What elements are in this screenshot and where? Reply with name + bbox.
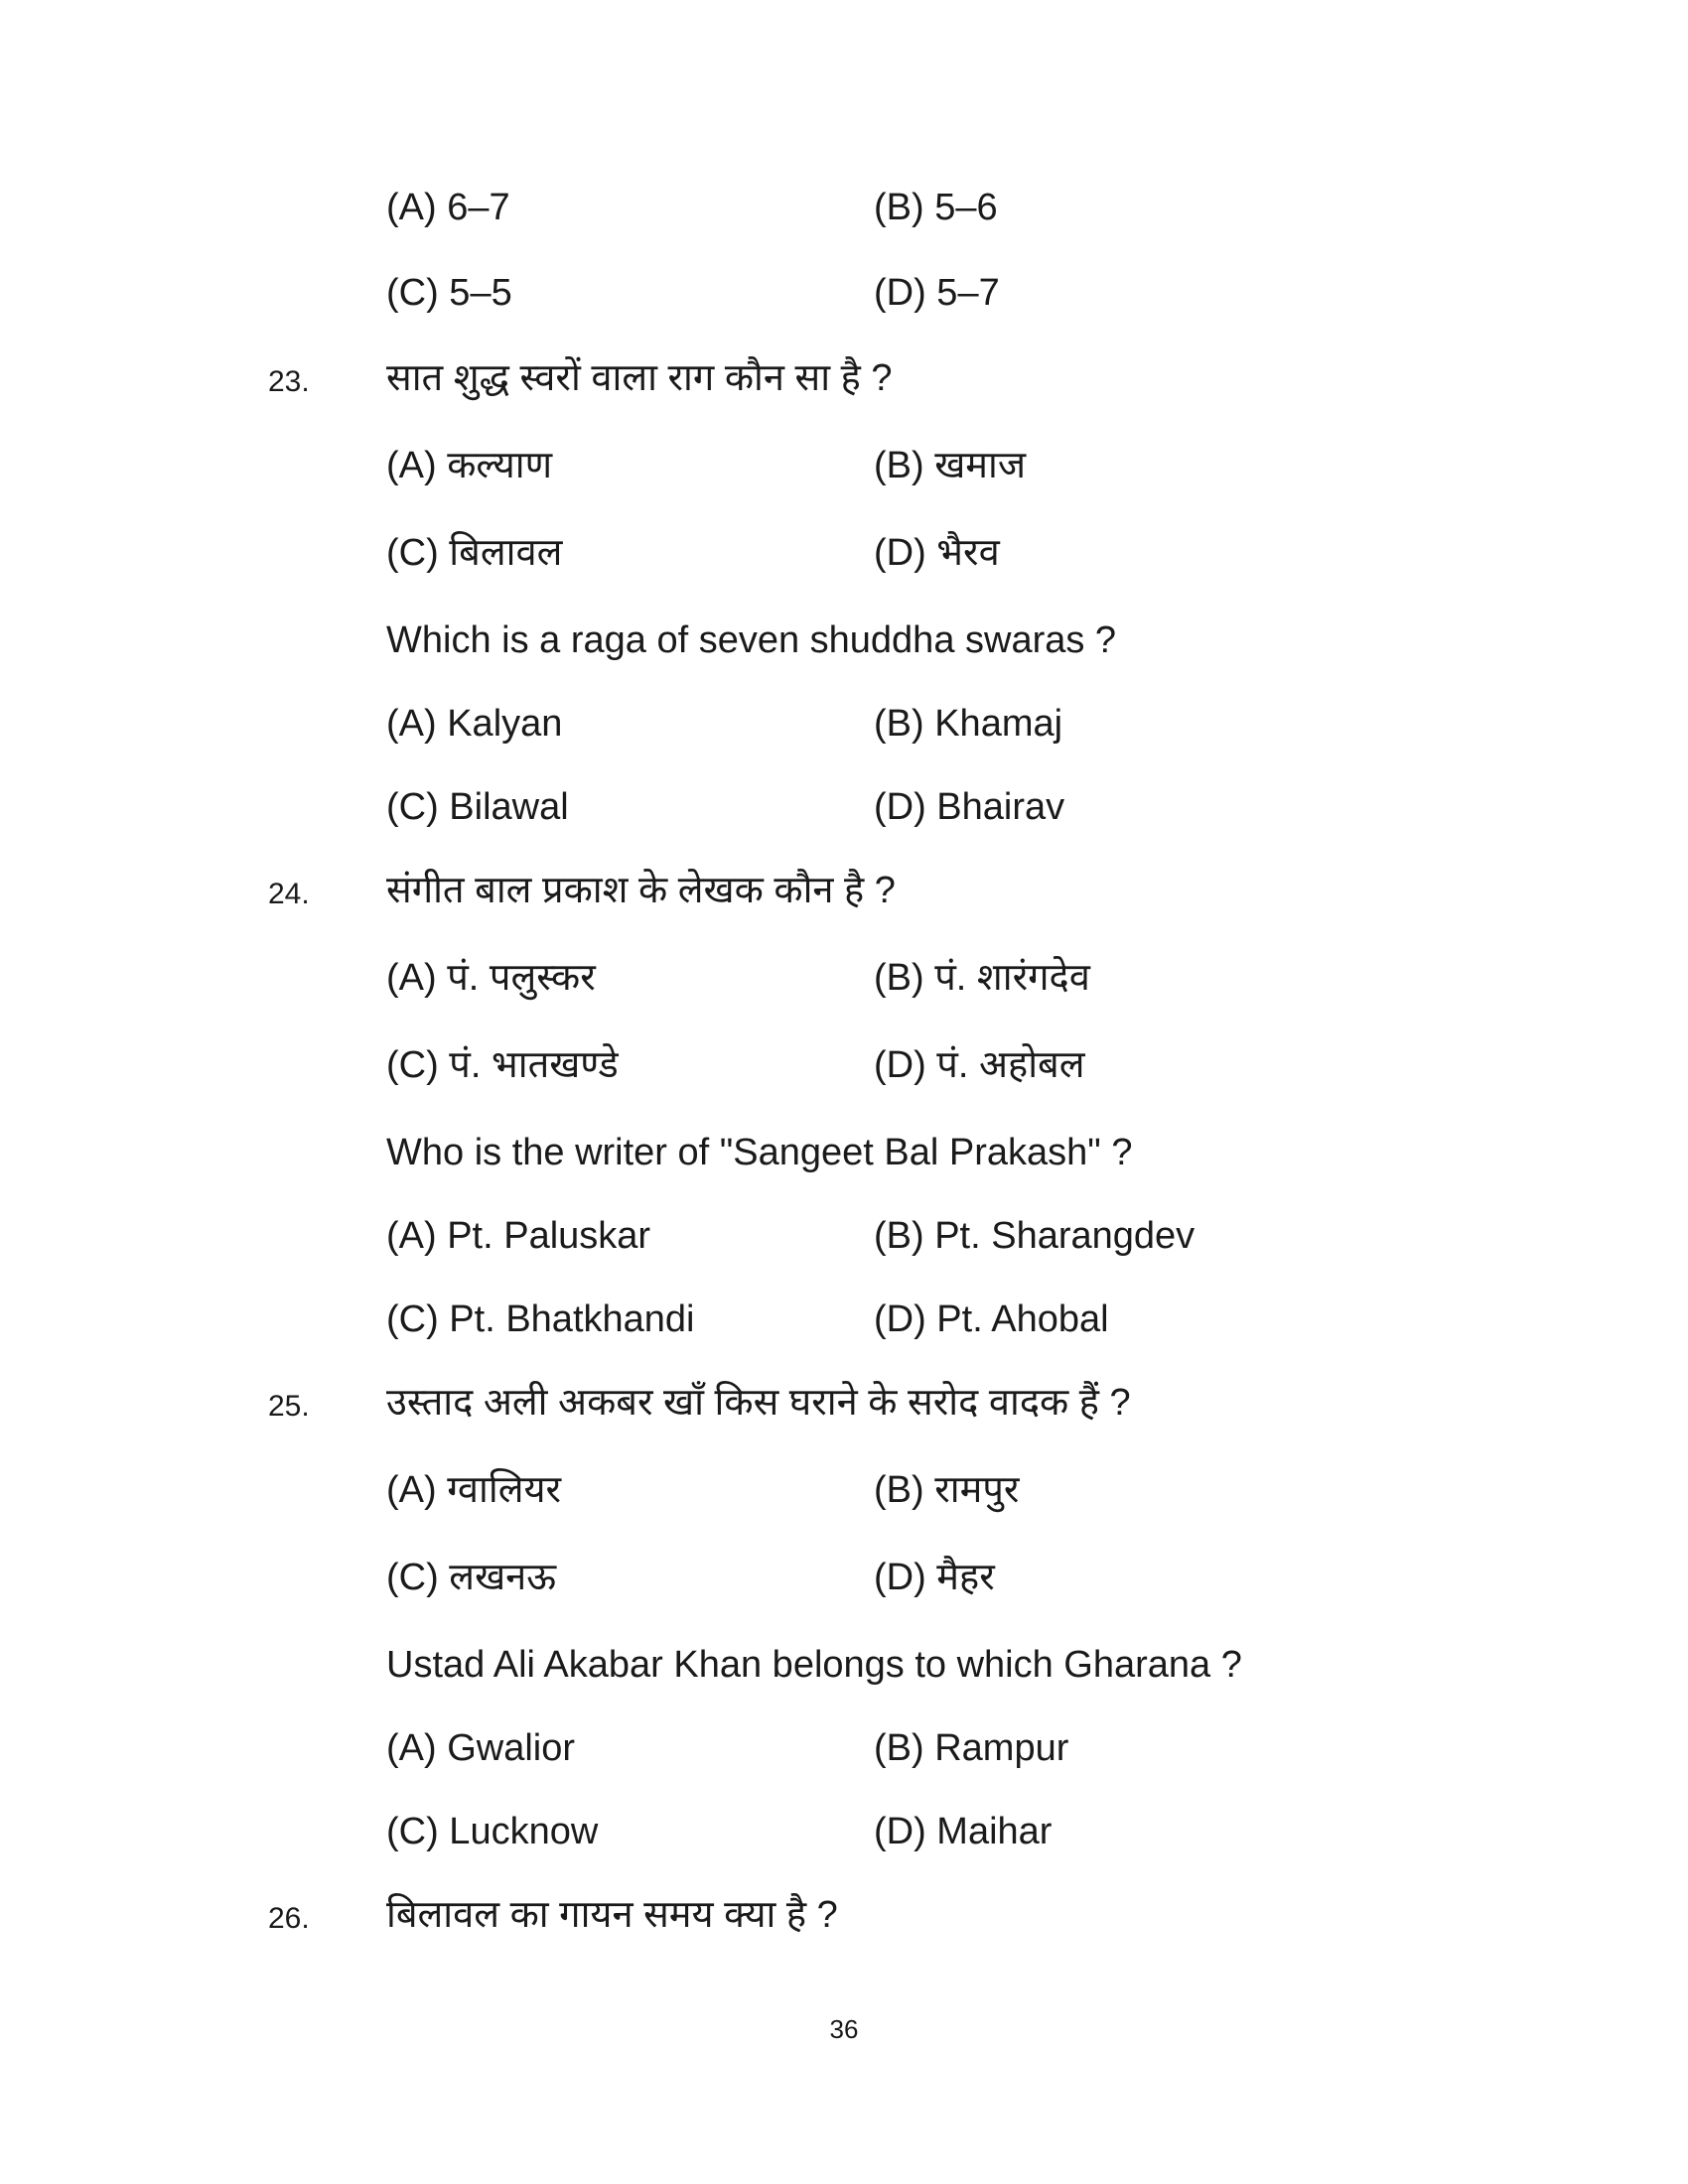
q25-hindi-option-c: (C) लखनऊ [386, 1557, 557, 1598]
q24-english-option-c: (C) Pt. Bhatkhandi [386, 1298, 695, 1340]
q24-english-option-b: (B) Pt. Sharangdev [874, 1215, 1196, 1257]
question-26-number: 26. [268, 1902, 310, 1935]
q23-english-option-a: (A) Kalyan [386, 703, 563, 745]
page-number: 36 [829, 2014, 859, 2044]
q23-english-option-c: (C) Bilawal [386, 786, 569, 828]
q23-hindi-option-c: (C) बिलावल [386, 532, 563, 574]
question-23-hindi-text: सात शुद्ध स्वरों वाला राग कौन सा है ? [386, 357, 893, 399]
q24-english-option-a: (A) Pt. Paluskar [386, 1215, 651, 1257]
q25-english-option-d: (D) Maihar [874, 1811, 1053, 1852]
question-24-number: 24. [268, 878, 310, 910]
question-25-english-text: Ustad Ali Akabar Khan belongs to which Gharana ? [386, 1644, 1242, 1686]
q22-option-d: (D) 5–7 [874, 272, 1000, 314]
q23-hindi-option-d: (D) भैरव [874, 532, 1000, 574]
q25-english-option-b: (B) Rampur [874, 1727, 1069, 1769]
question-24-hindi-text: संगीत बाल प्रकाश के लेखक कौन है ? [386, 870, 896, 911]
question-23-number: 23. [268, 365, 310, 398]
q24-hindi-option-c: (C) पं. भातखण्डे [386, 1044, 619, 1086]
q25-english-option-a: (A) Gwalior [386, 1727, 576, 1769]
q22-option-b: (B) 5–6 [874, 187, 998, 228]
q24-hindi-option-a: (A) पं. पलुस्कर [386, 957, 596, 999]
q23-hindi-option-b: (B) खमाज [874, 445, 1027, 486]
q23-hindi-option-a: (A) कल्याण [386, 445, 553, 486]
question-25-hindi-text: उस्ताद अली अकबर खाँ किस घराने के सरोद वादक हैं ? [386, 1382, 1131, 1424]
q22-option-c: (C) 5–5 [386, 272, 512, 314]
q25-hindi-option-a: (A) ग्वालियर [386, 1469, 562, 1511]
q25-hindi-option-d: (D) मैहर [874, 1557, 995, 1598]
q24-hindi-option-d: (D) पं. अहोबल [874, 1044, 1085, 1086]
q25-hindi-option-b: (B) रामपुर [874, 1469, 1020, 1511]
q23-english-option-d: (D) Bhairav [874, 786, 1065, 828]
question-24-english-text: Who is the writer of "Sangeet Bal Prakash" ? [386, 1132, 1133, 1173]
q24-hindi-option-b: (B) पं. शारंगदेव [874, 957, 1090, 999]
q25-english-option-c: (C) Lucknow [386, 1811, 599, 1852]
question-25-number: 25. [268, 1390, 310, 1423]
q24-english-option-d: (D) Pt. Ahobal [874, 1298, 1109, 1340]
question-23-english-text: Which is a raga of seven shuddha swaras ? [386, 619, 1117, 661]
question-26-hindi-text: बिलावल का गायन समय क्या है ? [386, 1894, 838, 1936]
q23-english-option-b: (B) Khamaj [874, 703, 1063, 745]
q22-option-a: (A) 6–7 [386, 187, 510, 228]
